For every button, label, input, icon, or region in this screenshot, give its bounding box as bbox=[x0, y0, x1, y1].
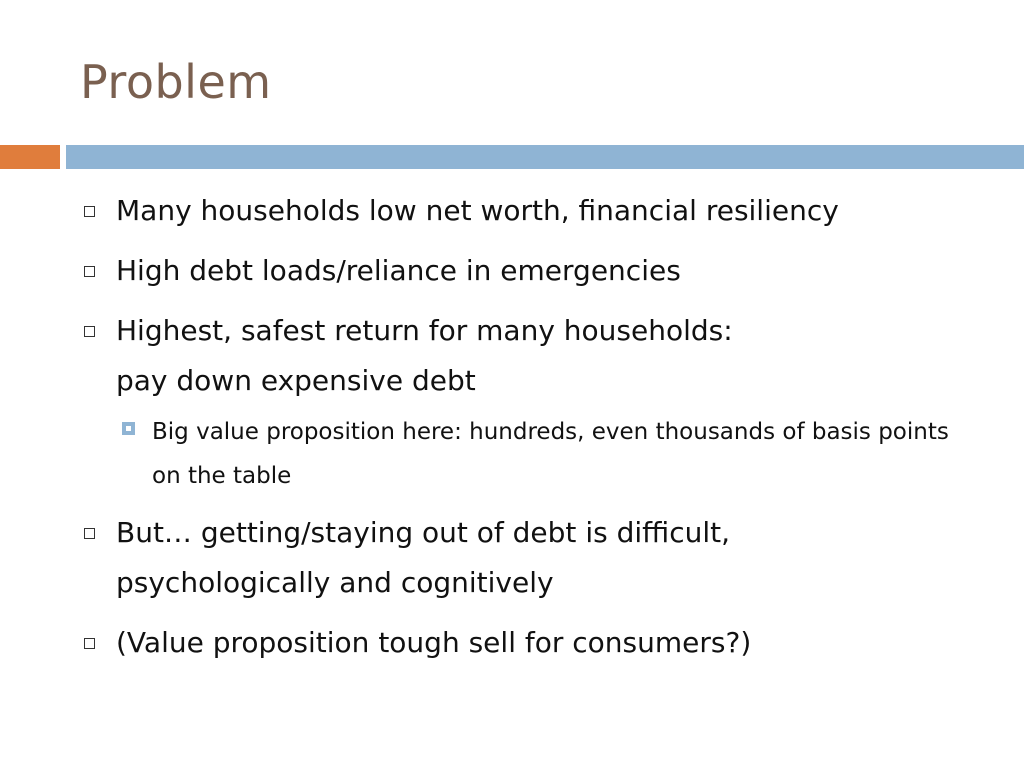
bullet-item bbox=[80, 508, 980, 608]
bullet-text bbox=[116, 306, 980, 406]
sub-bullet-text: Big value proposition here: hundreds, even thousands of basis points on the table bbox=[152, 419, 949, 489]
sub-bullet-item bbox=[116, 410, 980, 498]
bullet-text bbox=[116, 186, 980, 236]
bullet-list bbox=[80, 186, 980, 678]
filled-square-bullet-icon bbox=[122, 422, 135, 435]
bullet-text-line: But… getting/staying out of debt is difficult, bbox=[116, 516, 731, 549]
bullet-text bbox=[116, 508, 980, 608]
bullet-item bbox=[80, 246, 980, 296]
bullet-text bbox=[116, 618, 980, 668]
square-bullet-icon bbox=[84, 206, 95, 217]
bullet-text-line: Many households low net worth, financial resiliency bbox=[116, 194, 839, 227]
bullet-text bbox=[116, 246, 980, 296]
title-rule-accent-right bbox=[66, 145, 1024, 169]
sub-bullet-list bbox=[116, 410, 980, 498]
title-rule-accent-left bbox=[0, 145, 60, 169]
bullet-item bbox=[80, 186, 980, 236]
bullet-item bbox=[80, 618, 980, 668]
bullet-item bbox=[80, 306, 980, 498]
bullet-text-line: High debt loads/reliance in emergencies bbox=[116, 254, 681, 287]
square-bullet-icon bbox=[84, 528, 95, 539]
square-bullet-icon bbox=[84, 266, 95, 277]
bullet-text-line: psychologically and cognitively bbox=[116, 566, 554, 599]
bullet-text-line: Highest, safest return for many households: bbox=[116, 314, 733, 347]
bullet-text-line: (Value proposition tough sell for consumers?) bbox=[116, 626, 752, 659]
square-bullet-icon bbox=[84, 326, 95, 337]
slide-title: Problem bbox=[80, 55, 272, 109]
square-bullet-icon bbox=[84, 638, 95, 649]
bullet-text-line: pay down expensive debt bbox=[116, 364, 476, 397]
